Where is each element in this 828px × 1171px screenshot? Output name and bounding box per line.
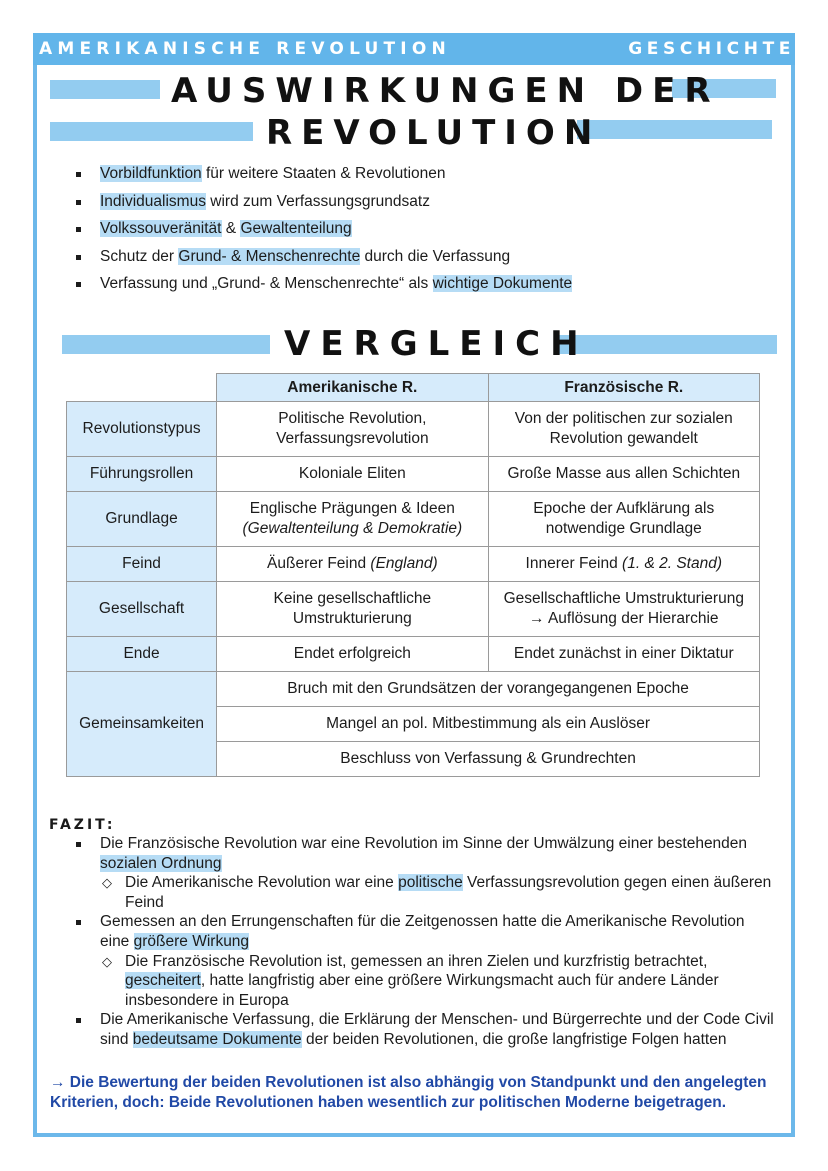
list-item: Volkssouveränität & Gewaltenteilung (72, 215, 772, 243)
title-bar-left-2 (50, 122, 253, 141)
conclusion-text: → Die Bewertung der beiden Revolutionen ist also abhängig von Standpunkt und den angelegten Kriterien, doch: Beide Revolutionen haben wesentlich zur politischen Moderne beigetragen. (50, 1074, 767, 1111)
row-label: Feind (67, 547, 217, 582)
sub-list-item: ◇ Die Amerikanische Revolution war eine politische Verfassungsrevolution gegen einen äußeren Feind (102, 874, 772, 911)
list-item: Schutz der Grund- & Menschenrechte durch die Verfassung (72, 243, 772, 271)
column-header-american: Amerikanische R. (217, 374, 488, 402)
table-row (67, 582, 760, 637)
highlight: Volkssouveränität (100, 220, 222, 237)
highlight: sozialen Ordnung (100, 854, 222, 872)
highlight: größere Wirkung (133, 932, 250, 950)
table-row (67, 492, 760, 547)
highlight: Vorbildfunktion (100, 165, 202, 182)
table-row (67, 402, 760, 457)
list-item: Die Amerikanische Verfassung, die Erklärung der Menschen- und Bürgerrechte und der Code Civil sind bedeutsame Dokumente der beiden Revolutionen, die große langfristige Folgen hatten (74, 1010, 774, 1049)
list-item: Verfassung und „Grund- & Menschenrechte“ als wichtige Dokumente (72, 270, 772, 298)
highlight: gescheitert (125, 972, 201, 990)
cell-american: Äußerer Feind (England) (217, 547, 488, 582)
header-subject: GESCHICHTE (628, 39, 795, 59)
table-row (67, 547, 760, 582)
cell-american: Keine gesellschaftliche Umstrukturierung (217, 582, 488, 637)
row-label: Grundlage (67, 492, 217, 547)
cell-common: Beschluss von Verfassung & Grundrechten (217, 742, 760, 777)
cell-french: Große Masse aus allen Schichten (488, 457, 759, 492)
fazit-heading: FAZIT: (49, 817, 116, 833)
section-bar-right (558, 335, 777, 354)
cell-common: Bruch mit den Grundsätzen der vorangegangenen Epoche (217, 672, 760, 707)
cell-french: Innerer Feind (1. & 2. Stand) (488, 547, 759, 582)
highlight: politische (398, 874, 463, 892)
highlight: Grund- & Menschenrechte (178, 247, 361, 265)
list-item: Die Französische Revolution war eine Revolution im Sinne der Umwälzung einer bestehenden sozialen Ordnung (74, 834, 774, 873)
title-bar-left-1 (50, 80, 160, 99)
highlight: Individualismus (100, 192, 206, 210)
cell-french: Endet zunächst in einer Diktatur (488, 637, 759, 672)
cell-french: Epoche der Aufklärung als notwendige Grundlage (488, 492, 759, 547)
row-label: Revolutionstypus (67, 402, 217, 457)
comparison-table (66, 373, 760, 777)
table-row (67, 457, 760, 492)
list-item: Vorbildfunktion für weitere Staaten & Revolutionen (72, 160, 772, 188)
highlight: Gewaltenteilung (240, 220, 352, 237)
page-title-line-1: AUSWIRKUNGEN DER (171, 71, 720, 111)
header-bar (33, 33, 795, 65)
highlight: bedeutsame Dokumente (132, 1030, 302, 1048)
section-title: VERGLEICH (284, 324, 589, 364)
title-bar-right-2 (577, 120, 772, 139)
page-title-line-2: REVOLUTION (266, 113, 602, 153)
row-label: Ende (67, 637, 217, 672)
section-bar-left (62, 335, 270, 354)
effects-list (72, 160, 772, 298)
cell-american: Endet erfolgreich (217, 637, 488, 672)
cell-american: Koloniale Eliten (217, 457, 488, 492)
column-header-french: Französische R. (488, 374, 759, 402)
cell-american: Politische Revolution, Verfassungsrevolution (217, 402, 488, 457)
cell-french: Von der politischen zur sozialen Revolution gewandelt (488, 402, 759, 457)
header-topic: AMERIKANISCHE REVOLUTION (39, 39, 451, 59)
list-item: Gemessen an den Errungenschaften für die Zeitgenossen hatte die Amerikanische Revolution eine größere Wirkung (74, 912, 774, 951)
row-label: Führungsrollen (67, 457, 217, 492)
fazit-list (74, 834, 774, 1050)
row-label: Gesellschaft (67, 582, 217, 637)
diamond-bullet-icon: ◇ (102, 875, 112, 891)
table-row (67, 637, 760, 672)
cell-french: Gesellschaftliche Umstrukturierung → Auflösung der Hierarchie (488, 582, 759, 637)
sub-list-item: ◇ Die Französische Revolution ist, gemessen an ihren Zielen und kurzfristig betrachtet, gescheitert, hatte langfristig aber eine größere Wirkungsmacht auch für andere Länder insbesondere in Europa (102, 952, 719, 1009)
highlight: wichtige Dokumente (432, 275, 573, 292)
cell-common: Mangel an pol. Mitbestimmung als ein Auslöser (217, 707, 760, 742)
empty-corner-cell (67, 374, 217, 402)
diamond-bullet-icon: ◇ (102, 953, 112, 969)
cell-american: Englische Prägungen & Ideen (Gewaltenteilung & Demokratie) (217, 492, 488, 547)
table-row-common (67, 672, 760, 707)
list-item: Individualismus wird zum Verfassungsgrundsatz (72, 188, 772, 216)
row-label: Gemeinsamkeiten (67, 672, 217, 777)
